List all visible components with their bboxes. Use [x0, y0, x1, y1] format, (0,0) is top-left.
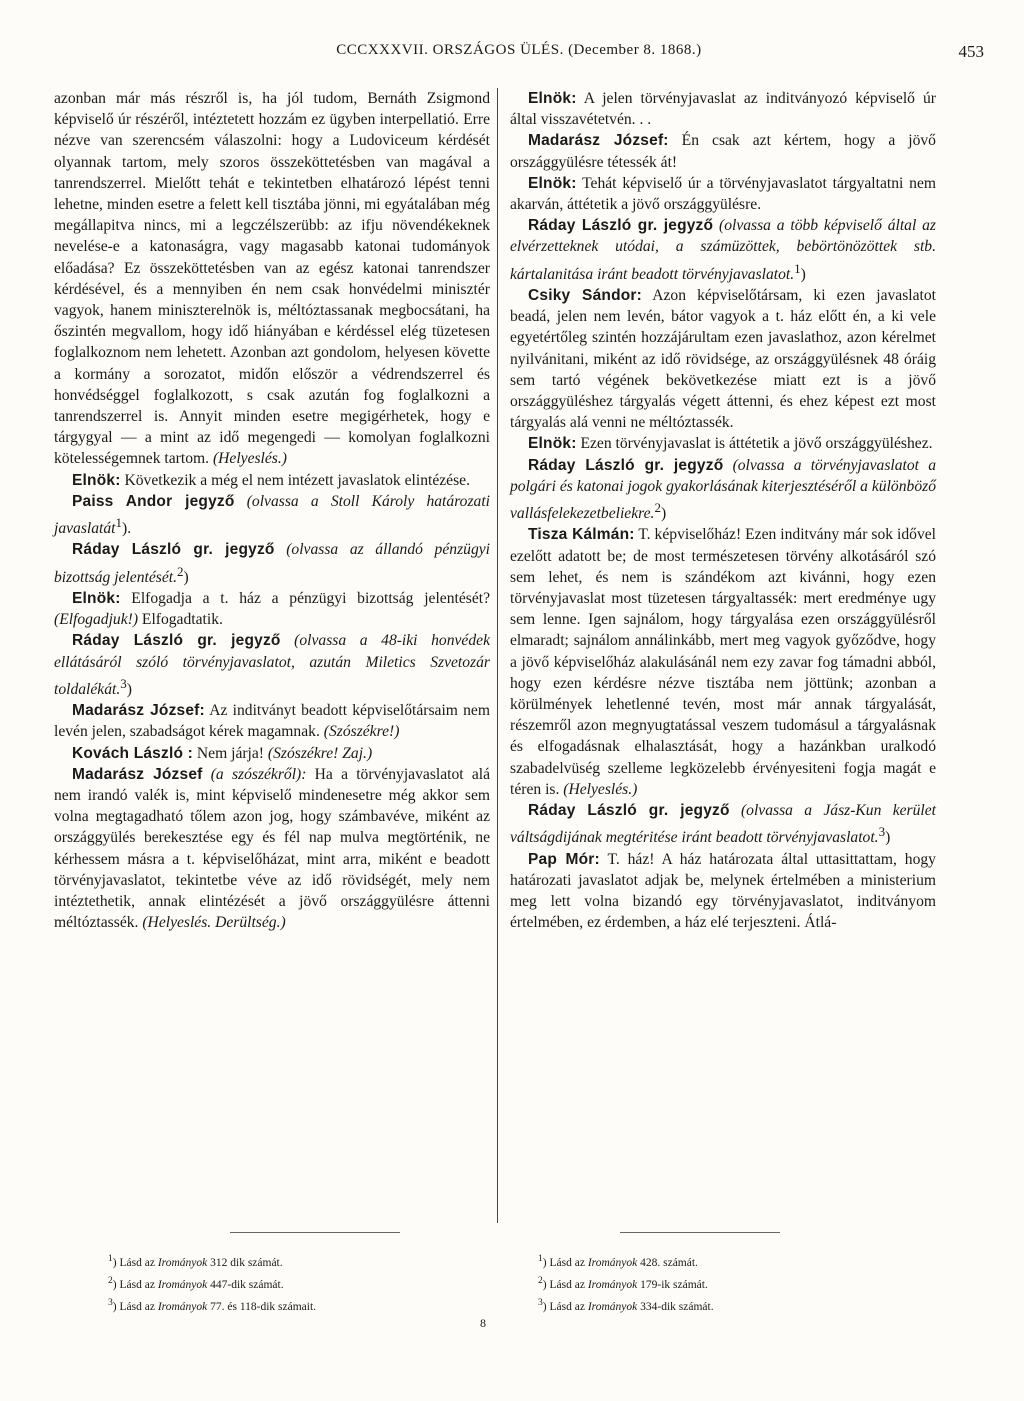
speaker-name: Ráday László gr. jegyző [528, 456, 724, 474]
speaker-name: Ráday László gr. jegyző [72, 632, 281, 650]
speaker-name: Elnök: [528, 174, 577, 192]
footnote: $^1$) Lásd az Irományok 428. számát. [538, 1253, 698, 1269]
left-column [54, 88, 490, 933]
speaker-name: Elnök: [528, 435, 577, 453]
page-header [54, 42, 984, 70]
speaker-name: Madarász József: [528, 132, 669, 150]
paragraph: Tisza Kálmán: T. képviselőház! Ezen inditvány már sok idővel ezelőtt adatott be; de most természetesen törvény alkotásáról szó sem lehet, és nem is szándékom azt kivánni, hogy ezen törvényjavaslat most tüzetesen tárgyaltassék: mert eredménye ugy sem lenne. Igen sajnálom, hogy tárgyalása ezen országgyülésről elmaradt; sajnálom annálinkább, mert meg vagyok győződve, hogy a jövő képviselőház alakulásánál nem ezy zavar fog támadni abból, hogy ezen kérdésre nézve tisztába nem jöttünk; azonban a körülmények lehetlenné tevén, most már annak tárgyalását, részemről azon megnyugtatással veszem tudomásul a tárgyalásnak és elfogadásnak elhalasztását, hogy a hazánkban uralkodó szabadelvüség szelleme legközelebb érvényesiteni fogja magát e téren is. (Helyeslés.) [510, 526, 936, 798]
speaker-name: Tisza Kálmán: [528, 526, 635, 544]
speaker-name: Elnök: [528, 90, 577, 107]
paragraph: azonban már más részről is, ha jól tudom, Bernáth Zsigmond képviselő úr részéről, intéztetett hozzám ez ügyben interpellatió. Erre nézve van szerencsém válaszolni: hogy a Ludoviceum kérdését olyannak tartom, mely szoros összeköttetésben van magával a tanrendszerrel. Mielőtt tehát e tekintetben elhatározó lépést tenni lehetne, minden esetre a felett kell tisztába jönni, mi egyátalában még megállapitva nincs, mi a legczélszerübb: az ifju növendékeknek nevelése-e a katonaságra, vagy magasabb katonai tudományok előadása? Ez összeköttetésben van az egész katonai tanrendszer kérdésével, és a mennyiben én nem csak honvédelmi minisztér vagyok, hanem miniszterelnök is, méltóztassanak megbocsátani, ha őszintén megvallom, hogy idő hiányában e kérdéssel elég tüzetesen foglalkoznom nem lehetett. Azonban azt gondolom, helyesen követte a kormány a sorozatot, midőn először a védrendszerrel és honvédséggel foglalkozott, s csak azután fog foglalkozni a tanrendszerrel is. Annyit minden esetre megigérhetek, hogy e tárgygyal — a mint az idő megengedi — komolyan foglalkozni kötelességemnek tartom. (Helyeslés.) [54, 90, 490, 468]
paragraph: Elnök: Tehát képviselő úr a törvényjavaslatot tárgyaltatni nem akarván, áttétetik a jövő országgyülésre. [510, 174, 936, 214]
signature-mark: 8 [480, 1316, 486, 1330]
footnotes-right [538, 1250, 918, 1315]
footnote: $^3$) Lásd az Irományok 334-dik számát. [538, 1296, 714, 1313]
speaker-name: Elnök: [72, 590, 121, 608]
speaker-name: Madarász József [72, 765, 203, 783]
paragraph: Paiss Andor jegyző (olvassa a Stoll Károly határozati javaslatát$^1$). [54, 492, 491, 538]
paragraph: Madarász József (a szószékről): Ha a törvényjavaslatot alá nem irandó valék is, mint képviselő mindenesetre még akkor sem volna megtagadható tőlem azon jog, hogy számbavéve, miként az országgyülés berekesztése egy és fél nap mulva megtörténik, ne kérhessem másra a t. képviselőházat, mint arra, miként e beadott törvényjavaslatot, tekintetbe véve az idő rövidségét, mely nem intéztethetik, annak elintézését a jövő országgyülésre áttenni méltóztassék. (Helyeslés. Derültség.) [54, 765, 490, 932]
speaker-name: Ráday László gr. jegyző [528, 217, 714, 235]
column-divider [497, 88, 498, 1223]
paragraph: Csiky Sándor: Azon képviselőtársam, ki ezen javaslatot beadá, jelen nem levén, bátor vagyok a t. ház előtt én, a ki vele egyetértőleg szintén hozzájárultam ezen javaslathoz, azon kérelmet nyilvánitani, miként az idő rövidsége, az országgyülésnek 48 óráig sem tartó végének bekövetkezése miatt ezt is a jövő országgyüléshez tárgyalás végett áttenni, és ehez képest ezt most tárgyalás alá venni ne méltóztassék. [510, 287, 936, 432]
footnote: $^1$) Lásd az Irományok 312 dik számát. [108, 1253, 283, 1269]
paragraph: Ráday László gr. jegyző (olvassa a Jász-Kun kerület váltságdijának megtéritése iránt beadott törvényjavaslatot.$^3$) [510, 802, 936, 847]
paragraph: Madarász József: Én csak azt kértem, hogy a jövő országgyülésre tétessék át! [510, 132, 936, 171]
page-number: 453 [958, 42, 984, 61]
speaker-name: Elnök: [72, 471, 121, 489]
footnote: $^2$) Lásd az Irományok 179-ik számát. [538, 1274, 708, 1291]
paragraph: Elnök: Elfogadja a t. ház a pénzügyi bizottság jelentését? (Elfogadjuk!) Elfogadtatik. [54, 590, 490, 629]
paragraph: Ráday László gr. jegyző (olvassa az állandó pénzügyi bizottság jelentését.$^2$) [54, 541, 490, 586]
speaker-name: Pap Mór: [528, 850, 600, 868]
footnotes-left [108, 1250, 488, 1315]
paragraph: Elnök: Ezen törvényjavaslat is áttétetik a jövő országgyüléshez. [528, 435, 933, 453]
speaker-name: Paiss Andor jegyző [72, 492, 235, 510]
session-title: CCCXXXVII. ORSZÁGOS ÜLÉS. (December 8. 1868.) [336, 42, 702, 58]
speaker-name: Ráday László gr. jegyző [72, 541, 275, 559]
paragraph: Madarász József: Az inditványt beadott képviselőtársaim nem levén jelen, szabadságot kérek magamnak. (Szószékre!) [54, 702, 490, 741]
speaker-name: Madarász József: [72, 702, 205, 720]
paragraph: Kovách László : Nem járja! (Szószékre! Zaj.) [72, 744, 373, 762]
paragraph: Ráday László gr. jegyző (olvassa a törvényjavaslatot a polgári és katonai jogok gyakorlásának kiterjesztéséről a különböző vallásfelekezetbeliekre.$^2$) [510, 456, 936, 523]
speaker-name: Kovách László : [72, 744, 193, 762]
paragraph: Elnök: Következik a még el nem intézett javaslatok elintézése. [72, 471, 470, 489]
right-column [510, 88, 936, 933]
footnote: $^3$) Lásd az Irományok 77. és 118-dik számait. [108, 1296, 317, 1313]
speaker-name: Ráday László gr. jegyző [528, 802, 730, 820]
footnote-separator [230, 1232, 400, 1233]
speaker-name: Csiky Sándor: [528, 287, 643, 305]
footnote-separator [620, 1232, 780, 1233]
paragraph: Pap Mór: T. ház! A ház határozata által uttasittattam, hogy határozati javaslatot adjak be, melynek értelmében a ministerium meg lett volna bizandó egy törvényjavaslatot, inditványom értelmében, ez érdemben, a ház elé terjeszteni. Átlá- [510, 850, 936, 932]
footnote: $^2$) Lásd az Irományok 447-dik számát. [108, 1274, 284, 1291]
paragraph: Ráday László gr. jegyző (olvassa a több képviselő által az elvérzetteknek utódai, a számüzöttek, bebörtönözöttek stb. kártalanitása iránt beadott törvényjavaslatot.$^1$) [510, 217, 936, 283]
paragraph: Ráday László gr. jegyző (olvassa a 48-iki honvédek ellátásáról szóló törvényjavaslatot, azután Miletics Szvetozár toldalékát.$^3$) [54, 632, 490, 699]
paragraph: Elnök: A jelen törvényjavaslat az inditványozó képviselő úr által visszavétetvén. . . [510, 90, 936, 129]
